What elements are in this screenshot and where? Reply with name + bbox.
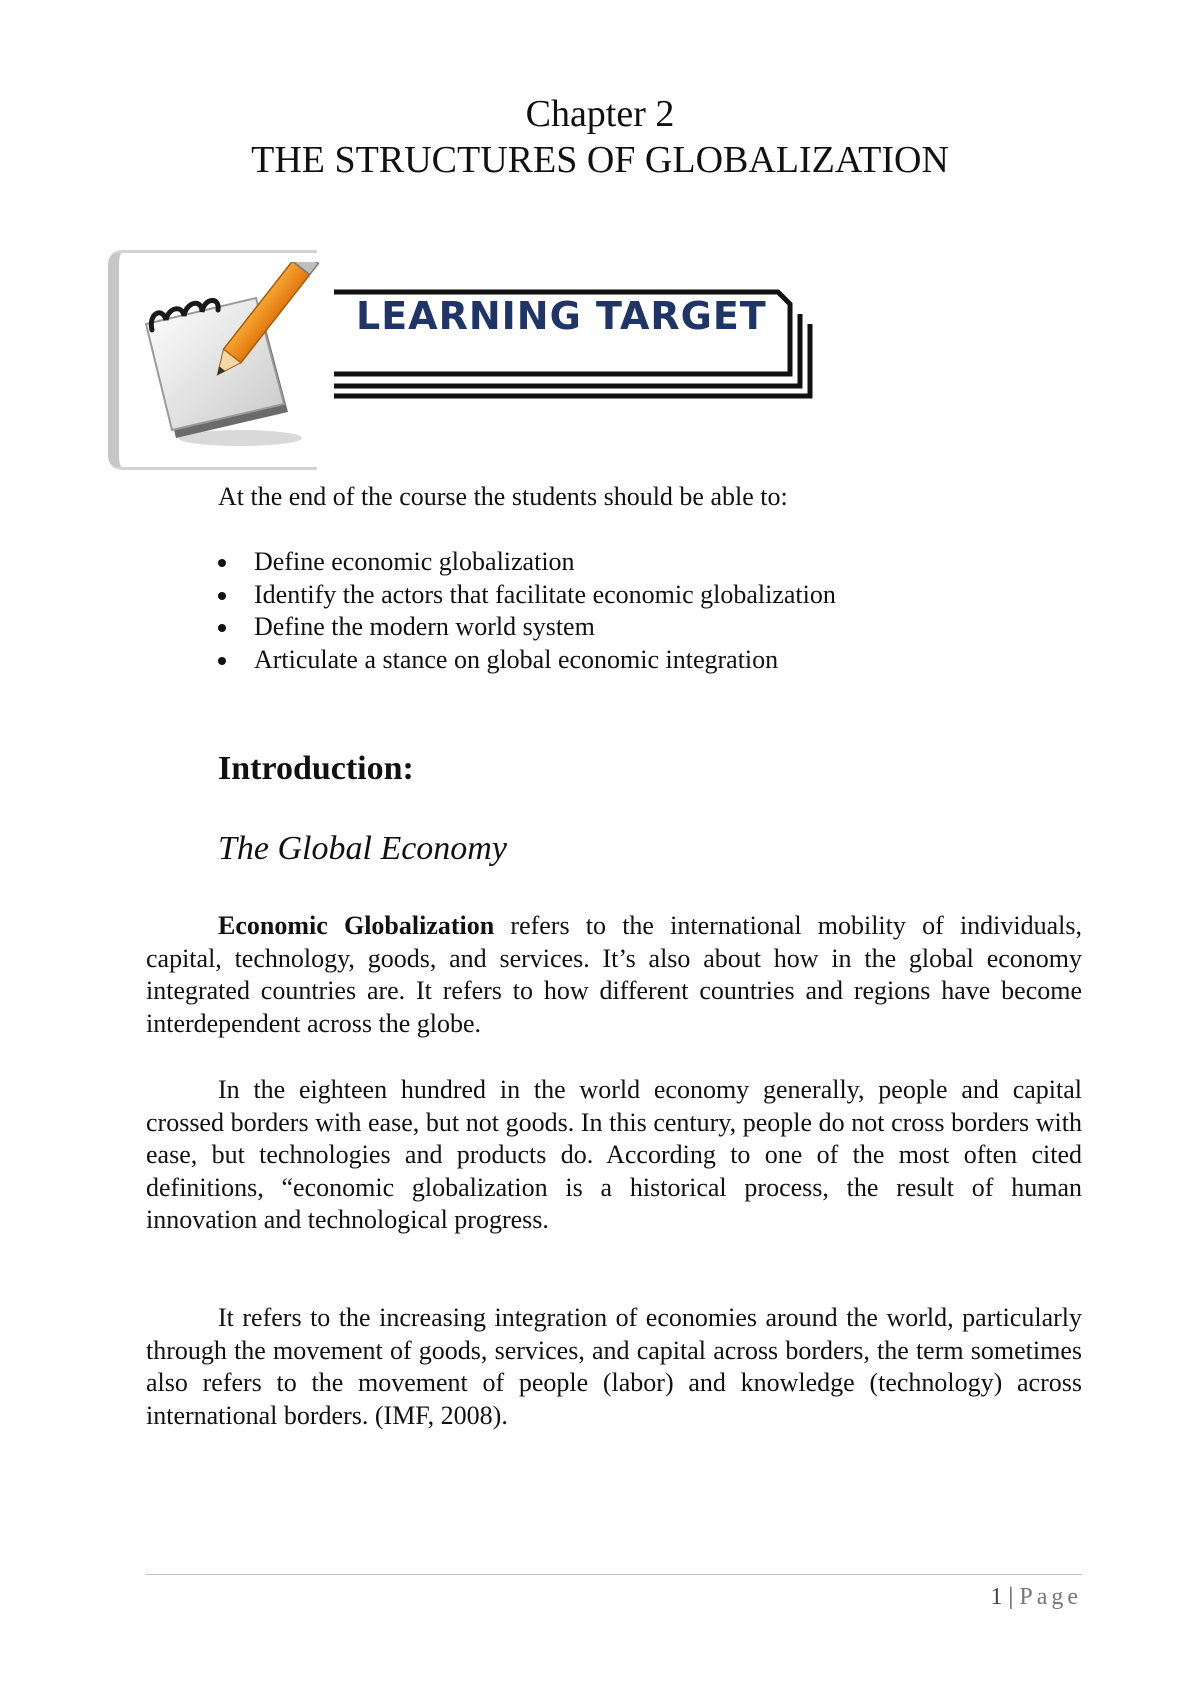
list-item: Define the modern world system [218,611,836,644]
notepad-pencil-icon [140,262,320,452]
list-item: Define economic globalization [218,546,836,579]
objectives-list [218,546,836,676]
list-item: Identify the actors that facilitate economic globalization [218,579,836,612]
learning-target-label: LEARNING TARGET [356,294,767,338]
page-label: Page [1019,1584,1082,1610]
footer-separator: | [1008,1584,1014,1610]
paragraph-3: It refers to the increasing integration of economies around the world, particularly through the movement of goods, services, and capital across borders, the term sometimes also refers to the movement of people (labor) and knowledge (technology) across international borders. (IMF, 2008). [146,1303,1082,1430]
footer-divider [146,1574,1082,1575]
paragraph-2: In the eighteen hundred in the world economy generally, people and capital crossed borders with ease, but not goods. In this century, people do not cross borders with ease, but technologies and products do. According to one of the most often cited definitions, “economic globalization is a historical process, the result of human innovation and technological progress. [146,1075,1082,1234]
page-number: 1 [990,1584,1003,1610]
page-footer [146,1584,1082,1611]
term-bold: Economic Globalization [218,911,495,940]
objectives-intro: At the end of the course the students should be able to: [218,482,788,511]
chapter-number: Chapter 2 [525,93,675,135]
subsection-heading: The Global Economy [218,830,507,867]
list-item: Articulate a stance on global economic integration [218,644,836,677]
paragraph-1-text: refers to the international mobility of individuals, capital, technology, goods, and services. It’s also about how in the global economy integrated countries are. It refers to how different countries and regions have become interdependent across the globe. [146,911,1082,1038]
chapter-title: THE STRUCTURES OF GLOBALIZATION [251,139,949,181]
paragraph-1 [146,910,1082,1040]
section-heading: Introduction: [218,750,414,787]
